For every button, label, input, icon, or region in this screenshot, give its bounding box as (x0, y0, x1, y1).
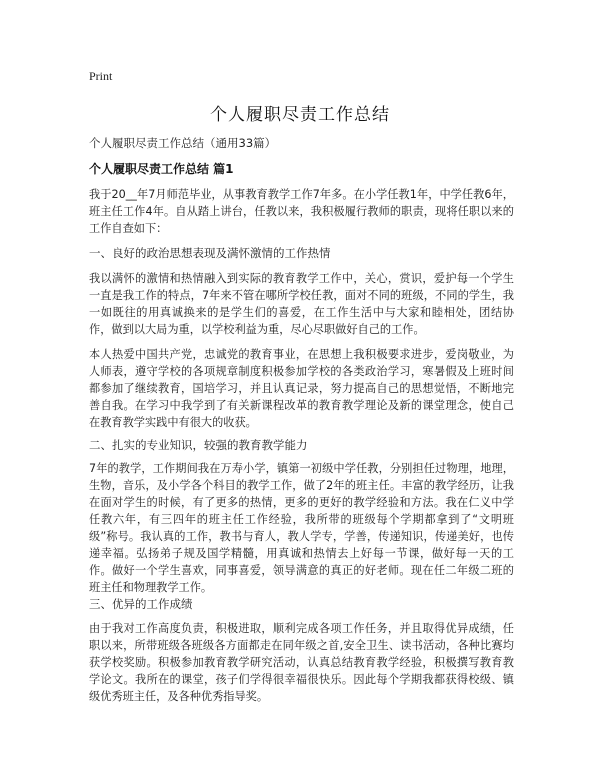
section-heading-2: 二、扎实的专业知识，较强的教育教学能力 (89, 438, 308, 452)
section-3-paragraph-1: 由于我对工作高度负责，积极进取，顺利完成各项工作任务，并且取得优异成绩，任职以来，所带班级各班级各方面都走在同年级之首,安全卫生、读书活动，各种比赛均获学校奖励。积极参加教育教学研究活动，认真总结教育教学经验，积极撰写教育教学论文。我所在的课堂，孩子们学得很幸福很快乐。因此每个学期我都获得校级、镇级优秀班主任，及各种优秀指导奖。 (89, 622, 514, 703)
document-title: 个人履职尽责工作总结 (210, 105, 390, 125)
section-1-paragraph-2: 本人热爱中国共产党，忠诚党的教育事业，在思想上我积极要求进步，爱岗敬业，为人师表，遵守学校的各项规章制度积极参加学校的各类政治学习，寒暑假及上班时间都参加了继续教育，国培学习，并且认真记录，努力提高自己的思想觉悟，不断地完善自我。在学习中我学到了有关新课程改革的教育教学理论及新的课堂理念，使自己在教育教学实践中有很大的收获。 (89, 348, 514, 429)
section-1-paragraph-1: 我以满怀的激情和热情融入到实际的教育教学工作中，关心，赏识，爱护每一个学生一直是我工作的特点，7年来不管在哪所学校任教，面对不同的班级，不同的学生，我一如既往的用真诚换来的是学生们的喜爱，在工作生活中与大家和睦相处，团结协作，做到以大局为重，以学校利益为重，尽心尽职做好自己的工作。 (89, 272, 514, 336)
section-heading-1: 一、良好的政治思想表现及满怀激情的工作热情 (89, 246, 331, 260)
document-subtitle: 个人履职尽责工作总结（通用33篇） (89, 136, 277, 150)
print-link[interactable]: Print (89, 69, 113, 83)
intro-paragraph: 我于20__年7月师范毕业，从事教育教学工作7年多。在小学任教1年，中学任教6年，班主任工作4年。自从踏上讲台，任教以来，我积极履行教师的职责，现将任职以来的工作自查如下： (89, 188, 514, 235)
section-2-paragraph-1: 7年的教学，工作期间我在万寿小学，镇第一初级中学任教，分别担任过物理，地理，生物，音乐，及小学各个科目的教学工作，做了2年的班主任。丰富的教学经历，让我在面对学生的时候，有了更多的热情，更多的更好的教学经验和方法。我在仁义中学任教六年，有三四年的班主任工作经验，我所带的班级每个学期都拿到了“文明班级”称号。我认真的工作，教书与育人，教人学专，学善，传递知识，传递美好，也传递幸福。弘扬弟子规及国学精髓，用真诚和热情去上好每一节课，做好每一天的工作。做好一个学生喜欢，同事喜爱，领导满意的真正的好老师。现在任二年级二班的班主任和物理教学工作。 (89, 462, 514, 594)
chapter-heading: 个人履职尽责工作总结 篇1 (89, 162, 234, 176)
section-heading-3: 三、优异的工作成绩 (89, 597, 193, 611)
